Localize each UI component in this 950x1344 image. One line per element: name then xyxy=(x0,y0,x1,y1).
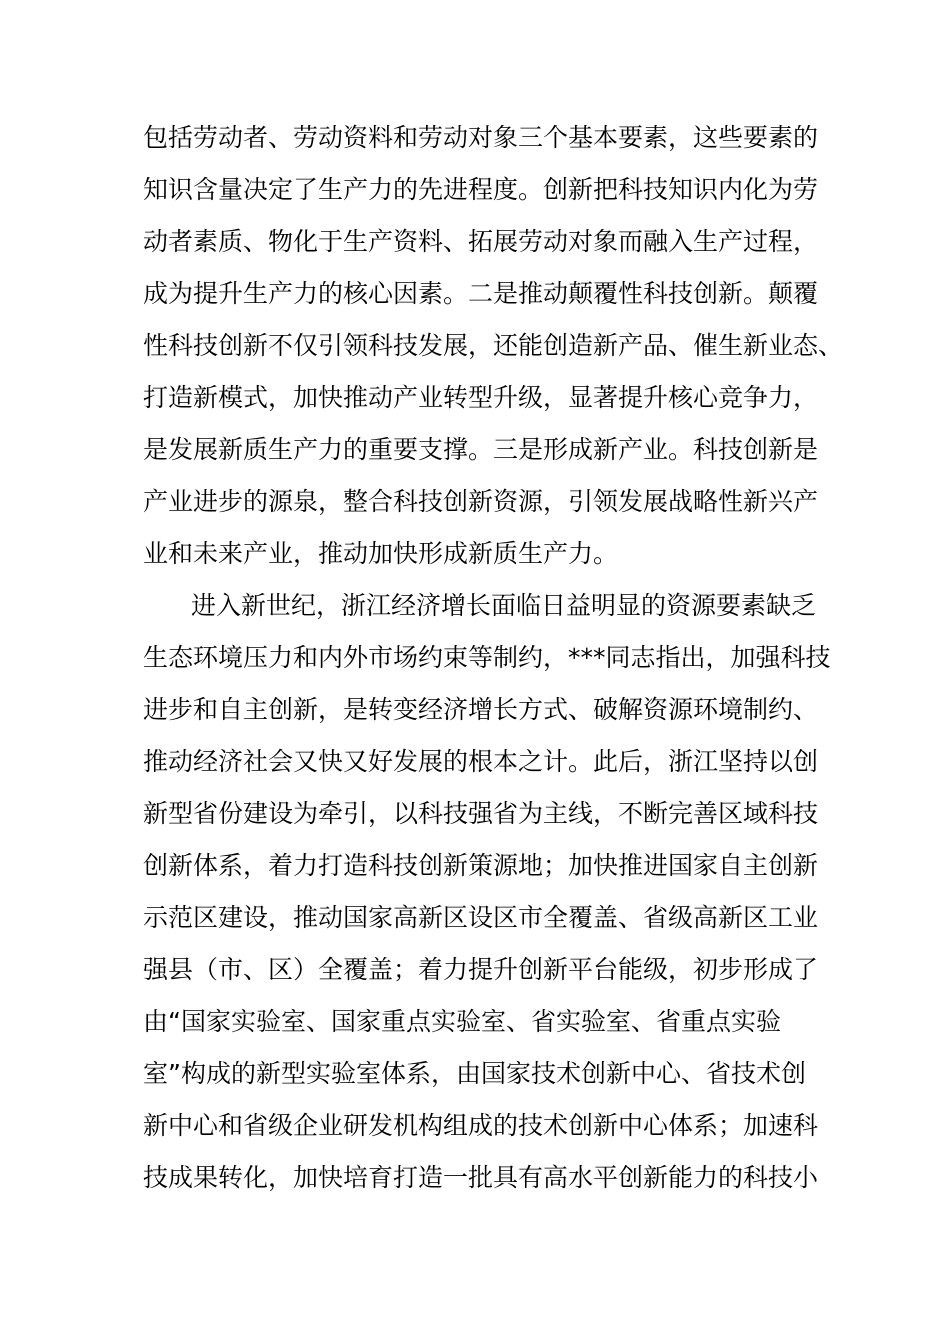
text-line-6: 打造新模式，加快推动产业转型升级，显著提升核心竞争力， xyxy=(143,383,819,412)
text-line-19: 室”构成的新型实验室体系，由国家技术创新中心、省技术创 xyxy=(143,1059,806,1088)
text-line-12: 进步和自主创新，是转变经济增长方式、破解资源环境制约、 xyxy=(143,695,819,724)
text-line-8: 产业进步的源泉，整合科技创新资源，引领发展战略性新兴产 xyxy=(143,487,819,516)
text-line-17: 强县（市、区）全覆盖；着力提升创新平台能级，初步形成了 xyxy=(143,955,819,984)
text-line-15: 创新体系，着力打造科技创新策源地；加快推进国家自主创新 xyxy=(143,851,819,880)
text-line-2: 知识含量决定了生产力的先进程度。创新把科技知识内化为劳 xyxy=(143,175,819,204)
text-line-14: 新型省份建设为牵引，以科技强省为主线，不断完善区域科技 xyxy=(143,799,819,828)
text-line-16: 示范区建设，推动国家高新区设区市全覆盖、省级高新区工业 xyxy=(143,903,819,932)
body-text xyxy=(143,112,843,1204)
text-line-4: 成为提升生产力的核心因素。二是推动颠覆性科技创新。颠覆 xyxy=(143,279,819,308)
text-line-20: 新中心和省级企业研发机构组成的技术创新中心体系；加速科 xyxy=(143,1111,819,1140)
text-line-18: 由“国家实验室、国家重点实验室、省实验室、省重点实验 xyxy=(143,1007,781,1036)
paragraph-start-line: 进入新世纪，浙江经济增长面临日益明显的资源要素缺乏 xyxy=(191,591,817,620)
text-line-1: 包括劳动者、劳动资料和劳动对象三个基本要素，这些要素的 xyxy=(143,123,819,152)
text-line-3: 动者素质、物化于生产资料、拓展劳动对象而融入生产过程， xyxy=(143,227,819,256)
text-line-13: 推动经济社会又快又好发展的根本之计。此后，浙江坚持以创 xyxy=(143,747,819,776)
text-line-5: 性科技创新不仅引领科技发展，还能创造新产品、催生新业态、 xyxy=(143,331,844,360)
text-line-9: 业和未来产业，推动加快形成新质生产力。 xyxy=(143,539,619,568)
text-line-11: 生态环境压力和内外市场约束等制约，***同志指出，加强科技 xyxy=(143,643,831,672)
text-line-21: 技成果转化，加快培育打造一批具有高水平创新能力的科技小 xyxy=(143,1163,819,1192)
text-line-7: 是发展新质生产力的重要支撑。三是形成新产业。科技创新是 xyxy=(143,435,819,464)
